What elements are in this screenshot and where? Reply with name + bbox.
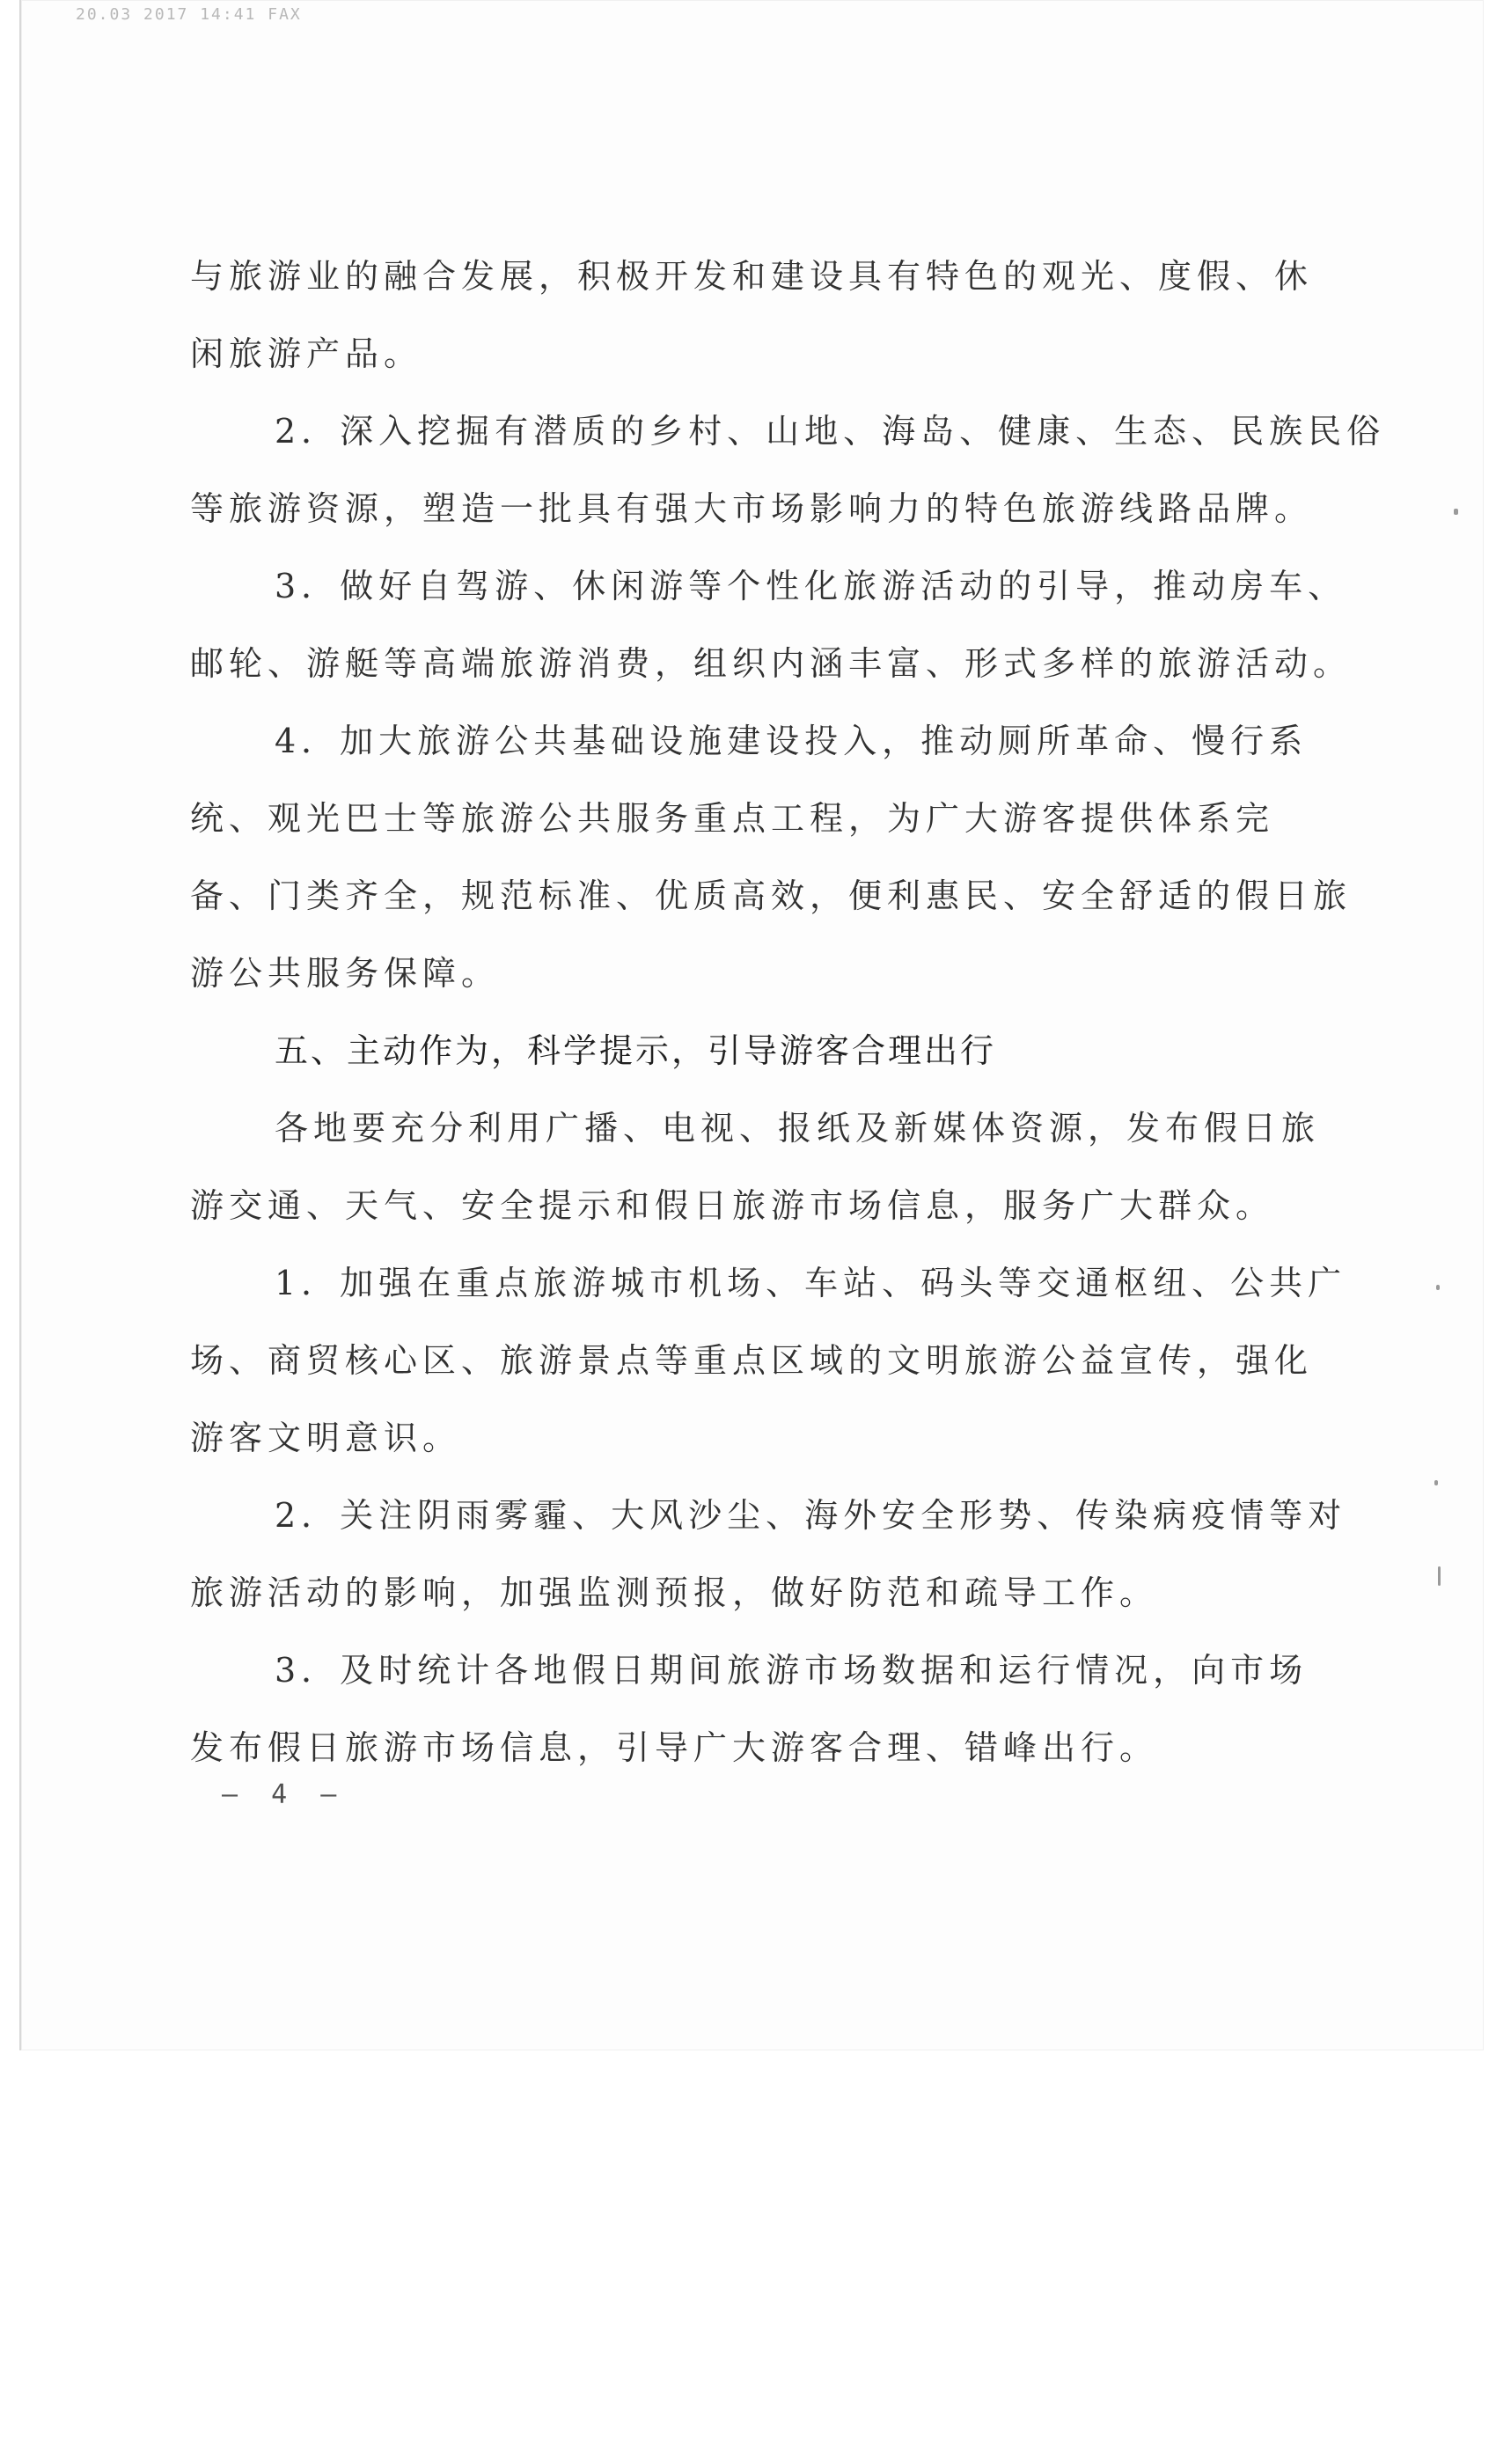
scan-speck: [1454, 509, 1458, 515]
paragraph-line: 3．做好自驾游、休闲游等个性化旅游活动的引导，推动房车、: [275, 567, 1347, 605]
paragraph-line: 备、门类齐全，规范标准、优质高效，便利惠民、安全舒适的假日旅: [190, 876, 1353, 915]
paragraph-line: 场、商贸核心区、旅游景点等重点区域的文明旅游公益宣传，强化: [190, 1341, 1314, 1380]
document-page: [19, 0, 1484, 2050]
paragraph-line: 游客文明意识。: [190, 1419, 462, 1457]
paragraph-line: 与旅游业的融合发展，积极开发和建设具有特色的观光、度假、休: [190, 257, 1314, 296]
paragraph-line: 游交通、天气、安全提示和假日旅游市场信息，服务广大群众。: [190, 1186, 1275, 1225]
scan-speck: [1436, 1285, 1440, 1290]
paragraph-line: 4．加大旅游公共基础设施建设投入，推动厕所革命、慢行系: [275, 722, 1309, 760]
paragraph-line: 闲旅游产品。: [190, 334, 423, 373]
paragraph-line: 发布假日旅游市场信息，引导广大游客合理、错峰出行。: [190, 1728, 1159, 1767]
paragraph-line: 2．关注阴雨雾霾、大风沙尘、海外安全形势、传染病疫情等对: [275, 1496, 1347, 1535]
scan-speck: [1434, 1480, 1438, 1485]
paragraph-line: 旅游活动的影响，加强监测预报，做好防范和疏导工作。: [190, 1573, 1159, 1612]
paragraph-line: 1．加强在重点旅游城市机场、车站、码头等交通枢纽、公共广: [275, 1264, 1347, 1302]
paragraph-line: 统、观光巴士等旅游公共服务重点工程，为广大游客提供体系完: [190, 799, 1275, 838]
paragraph-line: 3．及时统计各地假日期间旅游市场数据和运行情况，向市场: [275, 1651, 1309, 1690]
paragraph-line: 游公共服务保障。: [190, 954, 501, 993]
page-number: — 4 —: [222, 1779, 346, 1810]
paragraph-line: 2．深入挖掘有潜质的乡村、山地、海岛、健康、生态、民族民俗: [275, 412, 1386, 451]
paragraph-line: 等旅游资源，塑造一批具有强大市场影响力的特色旅游线路品牌。: [190, 489, 1314, 528]
fax-header: 20.03 2017 14:41 FAX: [76, 5, 302, 24]
body-text: [190, 238, 1386, 1786]
section-heading: 五、主动作为，科学提示，引导游客合理出行: [275, 1031, 997, 1070]
paragraph-line: 邮轮、游艇等高端旅游消费，组织内涵丰富、形式多样的旅游活动。: [190, 644, 1353, 683]
scan-speck: [1438, 1566, 1441, 1586]
paragraph-line: 各地要充分利用广播、电视、报纸及新媒体资源，发布假日旅: [275, 1109, 1321, 1148]
